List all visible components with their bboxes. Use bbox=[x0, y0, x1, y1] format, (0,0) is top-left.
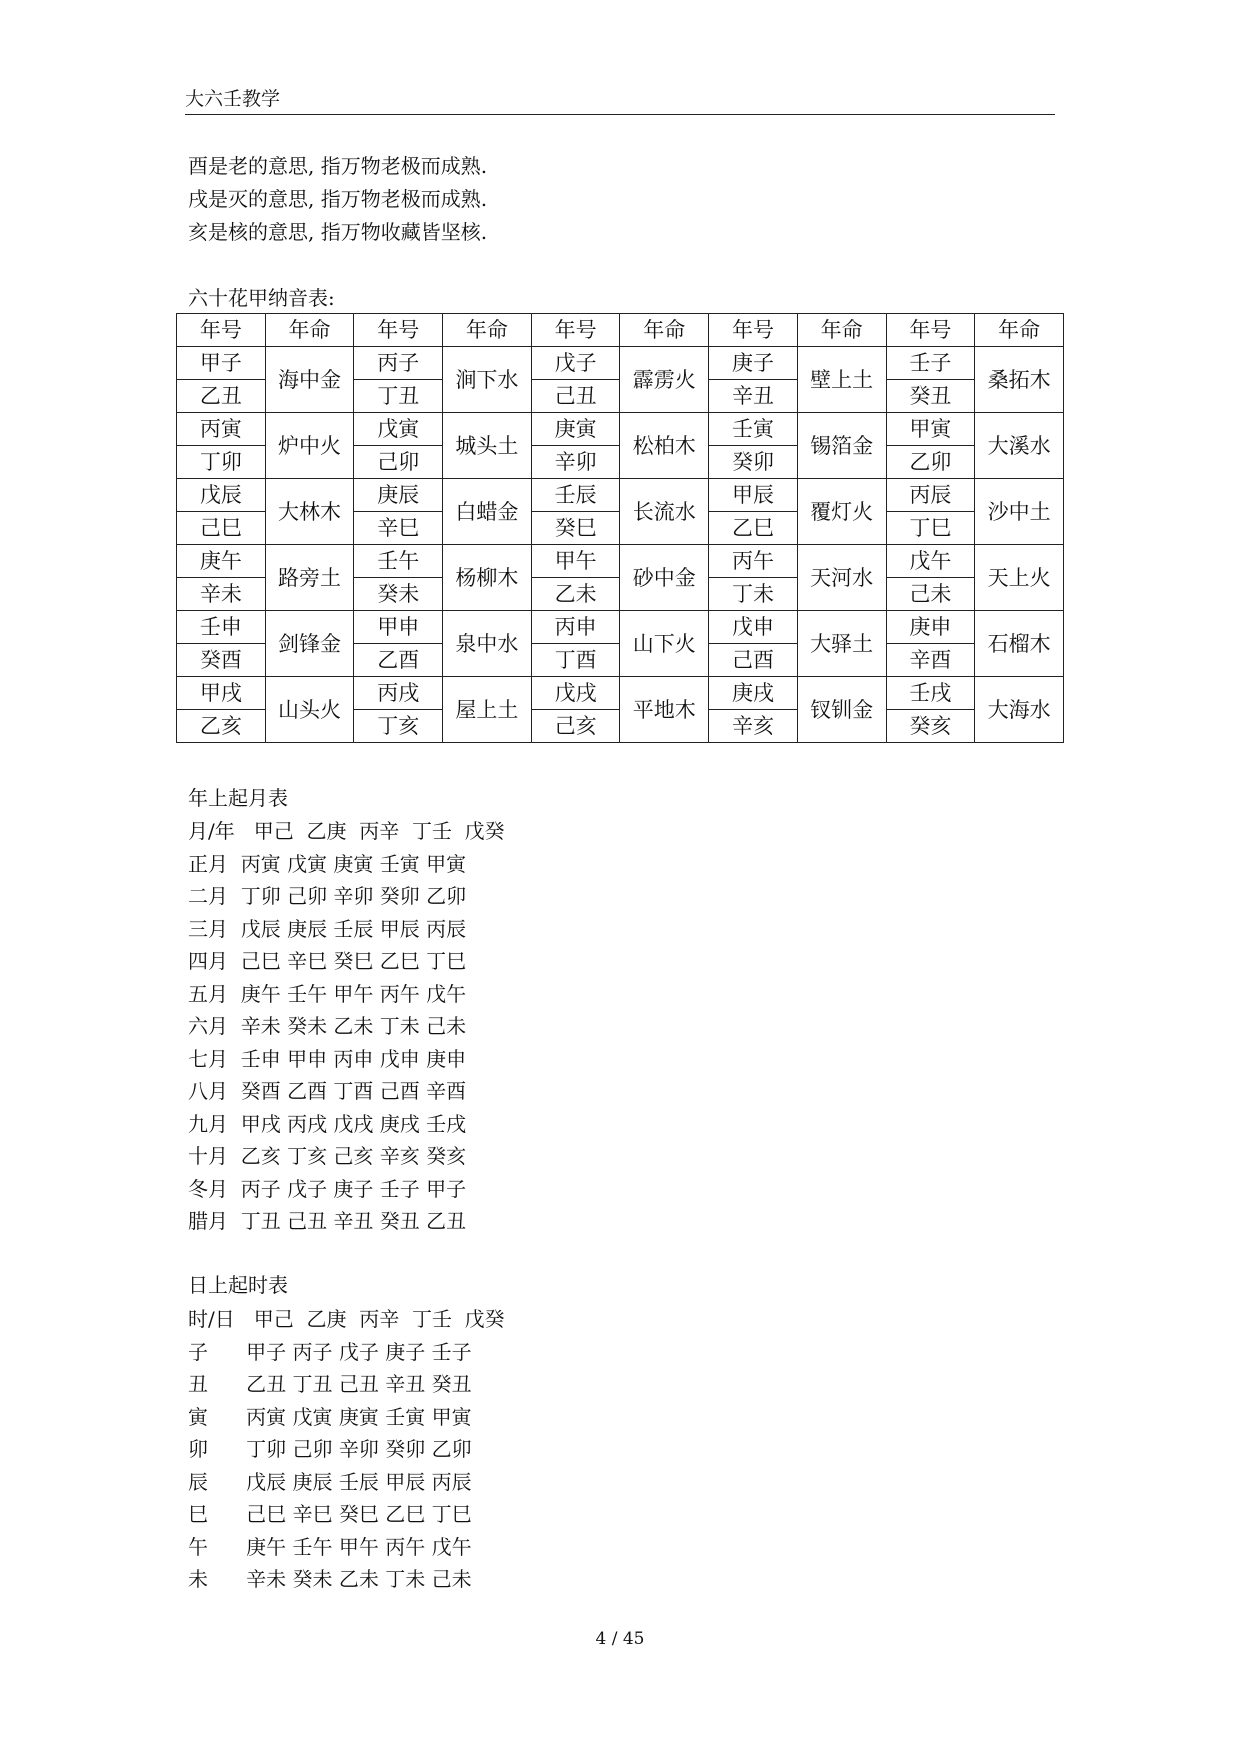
nayin-year-cell: 甲寅 bbox=[886, 413, 975, 446]
nayin-life-cell: 山头火 bbox=[265, 677, 354, 743]
nayin-year-cell: 壬子 bbox=[886, 347, 975, 380]
nayin-year-cell: 癸未 bbox=[354, 578, 443, 611]
nayin-row bbox=[177, 677, 1064, 710]
nayin-year-cell: 乙丑 bbox=[177, 380, 266, 413]
table-line: 九月 甲戌 丙戌 戊戌 庚戌 壬戌 bbox=[188, 1111, 467, 1136]
table-line: 八月 癸酉 乙酉 丁酉 己酉 辛酉 bbox=[188, 1079, 467, 1103]
nayin-year-cell: 戊申 bbox=[709, 611, 798, 644]
nayin-year-cell: 己丑 bbox=[531, 380, 620, 413]
nayin-year-cell: 戊戌 bbox=[531, 677, 620, 710]
nayin-life-cell: 杨柳木 bbox=[443, 545, 532, 611]
nayin-year-cell: 癸亥 bbox=[886, 710, 975, 743]
table-line: 七月 壬申 甲申 丙申 戊申 庚申 bbox=[188, 1046, 467, 1071]
nayin-row bbox=[177, 413, 1064, 446]
nayin-life-cell: 平地木 bbox=[620, 677, 709, 743]
table-line: 子 甲子 丙子 戊子 庚子 壬子 bbox=[188, 1339, 472, 1364]
nayin-header-cell: 年号 bbox=[354, 314, 443, 347]
nayin-life-cell: 屋上土 bbox=[443, 677, 532, 743]
nayin-year-cell: 戊子 bbox=[531, 347, 620, 380]
nayin-year-cell: 辛酉 bbox=[886, 644, 975, 677]
nayin-life-cell: 炉中火 bbox=[265, 413, 354, 479]
table-line: 时/日 甲己 乙庚 丙辛 丁壬 戊癸 bbox=[188, 1307, 505, 1331]
intro-line: 戌是灭的意思, 指万物老极而成熟. bbox=[188, 187, 488, 211]
table-line: 六月 辛未 癸未 乙未 丁未 己未 bbox=[188, 1014, 467, 1038]
nayin-header-row bbox=[177, 314, 1064, 347]
nayin-year-cell: 丁丑 bbox=[354, 380, 443, 413]
month-table-title: 年上起月表 bbox=[188, 786, 288, 810]
nayin-year-cell: 丙午 bbox=[709, 545, 798, 578]
nayin-year-cell: 辛丑 bbox=[709, 380, 798, 413]
nayin-year-cell: 丙子 bbox=[354, 347, 443, 380]
nayin-life-cell: 桑拓木 bbox=[975, 347, 1064, 413]
nayin-year-cell: 丙辰 bbox=[886, 479, 975, 512]
nayin-header-cell: 年命 bbox=[975, 314, 1064, 347]
nayin-life-cell: 大溪水 bbox=[975, 413, 1064, 479]
nayin-life-cell: 松柏木 bbox=[620, 413, 709, 479]
nayin-year-cell: 乙酉 bbox=[354, 644, 443, 677]
nayin-year-cell: 己酉 bbox=[709, 644, 798, 677]
nayin-year-cell: 丁未 bbox=[709, 578, 798, 611]
nayin-year-cell: 辛卯 bbox=[531, 446, 620, 479]
nayin-life-cell: 海中金 bbox=[265, 347, 354, 413]
table-line: 冬月 丙子 戊子 庚子 壬子 甲子 bbox=[188, 1176, 467, 1201]
nayin-year-cell: 甲午 bbox=[531, 545, 620, 578]
nayin-life-cell: 壁上土 bbox=[797, 347, 886, 413]
nayin-year-cell: 己巳 bbox=[177, 512, 266, 545]
nayin-header-cell: 年号 bbox=[709, 314, 798, 347]
nayin-year-cell: 癸丑 bbox=[886, 380, 975, 413]
table-line: 正月 丙寅 戊寅 庚寅 壬寅 甲寅 bbox=[188, 851, 467, 876]
nayin-row bbox=[177, 347, 1064, 380]
nayin-life-cell: 天河水 bbox=[797, 545, 886, 611]
nayin-year-cell: 丙申 bbox=[531, 611, 620, 644]
nayin-year-cell: 丁酉 bbox=[531, 644, 620, 677]
table-line: 三月 戊辰 庚辰 壬辰 甲辰 丙辰 bbox=[188, 916, 467, 941]
nayin-life-cell: 大驿土 bbox=[797, 611, 886, 677]
nayin-life-cell: 天上火 bbox=[975, 545, 1064, 611]
nayin-year-cell: 丁卯 bbox=[177, 446, 266, 479]
nayin-life-cell: 城头土 bbox=[443, 413, 532, 479]
nayin-year-cell: 乙巳 bbox=[709, 512, 798, 545]
nayin-year-cell: 癸酉 bbox=[177, 644, 266, 677]
intro-line: 亥是核的意思, 指万物收藏皆坚核. bbox=[188, 220, 488, 244]
nayin-year-cell: 庚戌 bbox=[709, 677, 798, 710]
nayin-year-cell: 癸卯 bbox=[709, 446, 798, 479]
intro-line: 酉是老的意思, 指万物老极而成熟. bbox=[188, 154, 488, 178]
nayin-year-cell: 乙卯 bbox=[886, 446, 975, 479]
nayin-header-cell: 年号 bbox=[531, 314, 620, 347]
nayin-year-cell: 乙亥 bbox=[177, 710, 266, 743]
table-line: 丑 乙丑 丁丑 己丑 辛丑 癸丑 bbox=[188, 1372, 472, 1396]
hour-table-title: 日上起时表 bbox=[188, 1273, 288, 1297]
table-line: 卯 丁卯 己卯 辛卯 癸卯 乙卯 bbox=[188, 1437, 472, 1461]
nayin-year-cell: 壬寅 bbox=[709, 413, 798, 446]
nayin-year-cell: 癸巳 bbox=[531, 512, 620, 545]
nayin-life-cell: 锡箔金 bbox=[797, 413, 886, 479]
table-line: 午 庚午 壬午 甲午 丙午 戊午 bbox=[188, 1534, 472, 1559]
table-line: 二月 丁卯 己卯 辛卯 癸卯 乙卯 bbox=[188, 884, 467, 908]
nayin-year-cell: 庚寅 bbox=[531, 413, 620, 446]
nayin-life-cell: 涧下水 bbox=[443, 347, 532, 413]
nayin-year-cell: 甲戌 bbox=[177, 677, 266, 710]
nayin-life-cell: 覆灯火 bbox=[797, 479, 886, 545]
nayin-row bbox=[177, 611, 1064, 644]
nayin-header-cell: 年命 bbox=[620, 314, 709, 347]
nayin-table-title: 六十花甲纳音表: bbox=[188, 286, 335, 310]
hour-table bbox=[188, 1303, 505, 1596]
nayin-header-cell: 年命 bbox=[265, 314, 354, 347]
nayin-life-cell: 大林木 bbox=[265, 479, 354, 545]
table-line: 辰 戊辰 庚辰 壬辰 甲辰 丙辰 bbox=[188, 1469, 472, 1494]
nayin-year-cell: 庚申 bbox=[886, 611, 975, 644]
nayin-life-cell: 钗钏金 bbox=[797, 677, 886, 743]
nayin-life-cell: 泉中水 bbox=[443, 611, 532, 677]
nayin-life-cell: 山下火 bbox=[620, 611, 709, 677]
nayin-year-cell: 己卯 bbox=[354, 446, 443, 479]
nayin-life-cell: 霹雳火 bbox=[620, 347, 709, 413]
nayin-year-cell: 壬戌 bbox=[886, 677, 975, 710]
table-line: 腊月 丁丑 己丑 辛丑 癸丑 乙丑 bbox=[188, 1209, 467, 1233]
nayin-header-cell: 年命 bbox=[443, 314, 532, 347]
nayin-year-cell: 庚午 bbox=[177, 545, 266, 578]
nayin-year-cell: 乙未 bbox=[531, 578, 620, 611]
nayin-year-cell: 丁亥 bbox=[354, 710, 443, 743]
table-line: 巳 己巳 辛巳 癸巳 乙巳 丁巳 bbox=[188, 1502, 472, 1526]
nayin-row bbox=[177, 545, 1064, 578]
nayin-header-cell: 年命 bbox=[797, 314, 886, 347]
nayin-year-cell: 辛巳 bbox=[354, 512, 443, 545]
nayin-year-cell: 丁巳 bbox=[886, 512, 975, 545]
nayin-life-cell: 剑锋金 bbox=[265, 611, 354, 677]
nayin-life-cell: 石榴木 bbox=[975, 611, 1064, 677]
nayin-year-cell: 壬申 bbox=[177, 611, 266, 644]
nayin-year-cell: 戊午 bbox=[886, 545, 975, 578]
table-line: 五月 庚午 壬午 甲午 丙午 戊午 bbox=[188, 981, 467, 1006]
nayin-year-cell: 己未 bbox=[886, 578, 975, 611]
intro-paragraph bbox=[188, 150, 487, 249]
page-number: 4 / 45 bbox=[595, 1629, 645, 1649]
table-line: 十月 乙亥 丁亥 己亥 辛亥 癸亥 bbox=[188, 1144, 467, 1168]
month-table bbox=[188, 815, 505, 1238]
nayin-life-cell: 长流水 bbox=[620, 479, 709, 545]
nayin-year-cell: 甲子 bbox=[177, 347, 266, 380]
nayin-year-cell: 甲申 bbox=[354, 611, 443, 644]
nayin-year-cell: 戊寅 bbox=[354, 413, 443, 446]
nayin-table bbox=[176, 313, 1064, 743]
table-line: 四月 己巳 辛巳 癸巳 乙巳 丁巳 bbox=[188, 949, 467, 973]
nayin-row bbox=[177, 479, 1064, 512]
nayin-year-cell: 庚子 bbox=[709, 347, 798, 380]
page-header: 大六壬教学 bbox=[185, 86, 1055, 115]
nayin-year-cell: 辛亥 bbox=[709, 710, 798, 743]
table-line: 月/年 甲己 乙庚 丙辛 丁壬 戊癸 bbox=[188, 819, 505, 843]
nayin-header-cell: 年号 bbox=[886, 314, 975, 347]
nayin-year-cell: 丙戌 bbox=[354, 677, 443, 710]
nayin-year-cell: 壬午 bbox=[354, 545, 443, 578]
nayin-year-cell: 壬辰 bbox=[531, 479, 620, 512]
table-line: 寅 丙寅 戊寅 庚寅 壬寅 甲寅 bbox=[188, 1404, 472, 1429]
nayin-life-cell: 砂中金 bbox=[620, 545, 709, 611]
nayin-header-cell: 年号 bbox=[177, 314, 266, 347]
nayin-year-cell: 甲辰 bbox=[709, 479, 798, 512]
nayin-year-cell: 庚辰 bbox=[354, 479, 443, 512]
table-line: 未 辛未 癸未 乙未 丁未 己未 bbox=[188, 1567, 472, 1591]
nayin-life-cell: 路旁土 bbox=[265, 545, 354, 611]
nayin-life-cell: 大海水 bbox=[975, 677, 1064, 743]
nayin-year-cell: 己亥 bbox=[531, 710, 620, 743]
nayin-year-cell: 辛未 bbox=[177, 578, 266, 611]
nayin-life-cell: 沙中土 bbox=[975, 479, 1064, 545]
nayin-year-cell: 戊辰 bbox=[177, 479, 266, 512]
nayin-year-cell: 丙寅 bbox=[177, 413, 266, 446]
nayin-life-cell: 白蜡金 bbox=[443, 479, 532, 545]
